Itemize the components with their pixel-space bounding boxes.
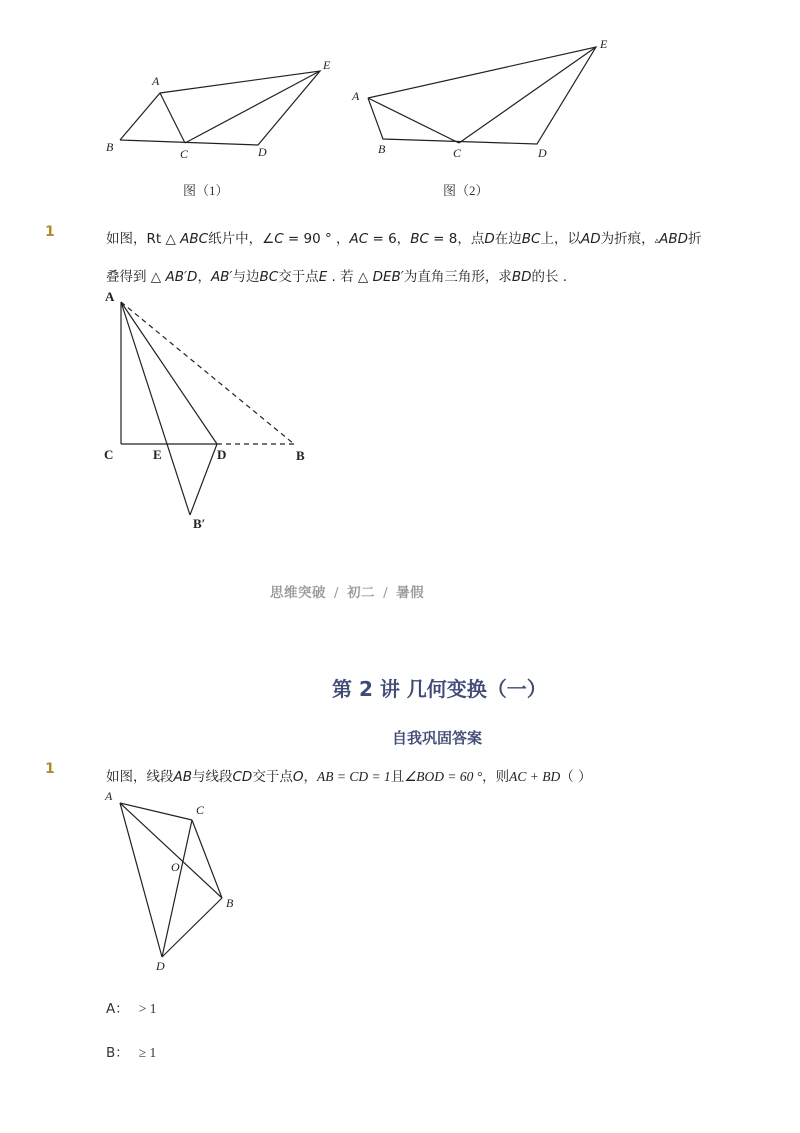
fig2-label-b: B [378, 142, 386, 156]
q1-label-d: D [217, 447, 227, 462]
q2-label-a: A [105, 789, 113, 803]
q2-label-o: O [171, 860, 180, 874]
page-footer: 思维突破 / 初二 / 暑假 [270, 585, 425, 601]
q1-label-bp: B′ [193, 516, 206, 531]
q1-label-b: B [296, 448, 305, 463]
section-title: 自我巩固答案 [392, 729, 483, 747]
fig2-label-c: C [453, 146, 462, 160]
q1-label-c: C [104, 447, 114, 462]
option-a-value: > 1 [138, 1001, 157, 1016]
question-2-line: 如图，线段AB与线段CD交于点O，AB = CD = 1且∠BOD = 60 °，则AC + BD（ ） [106, 769, 592, 785]
fig1-label-d: D [258, 145, 267, 159]
fig1-caption: 图（1） [183, 183, 229, 198]
q1-label-e: E [153, 447, 162, 462]
option-b-label: B： [106, 1045, 129, 1061]
fig2-label-e: E [600, 37, 608, 51]
fig2-label-a: A [352, 89, 360, 103]
q1-label-a: A [105, 289, 115, 304]
fig2-label-d: D [538, 146, 547, 160]
question-1-number: 1 [45, 224, 55, 240]
option-b-value: ≥ 1 [138, 1045, 157, 1060]
question-1-line-2: 叠得到 △ AB′D，AB′与边BC交于点E . 若 △ DEB′为直角三角形，求BD的长 . [106, 269, 568, 285]
lecture-title: 第 2 讲 几何变换（一） [332, 677, 547, 701]
fig1-label-b: B [106, 140, 114, 154]
option-b[interactable] [106, 1041, 156, 1061]
q2-label-b: B [226, 896, 234, 910]
fig2-caption: 图（2） [443, 183, 489, 198]
option-a-label: A： [106, 1001, 129, 1017]
option-a[interactable] [106, 997, 157, 1017]
q2-label-c: C [196, 803, 205, 817]
fig1-label-e: E [323, 58, 331, 72]
q2-label-d: D [156, 959, 165, 973]
fig1-label-a: A [152, 74, 160, 88]
question-2-number: 1 [45, 761, 55, 777]
fig1-label-c: C [180, 147, 189, 161]
question-1-line-1: 如图，Rt △ ABC纸片中，∠C = 90 ° ，AC = 6，BC = 8，点D在边BC上，以AD为折痕，▵ABD折 [106, 231, 702, 247]
